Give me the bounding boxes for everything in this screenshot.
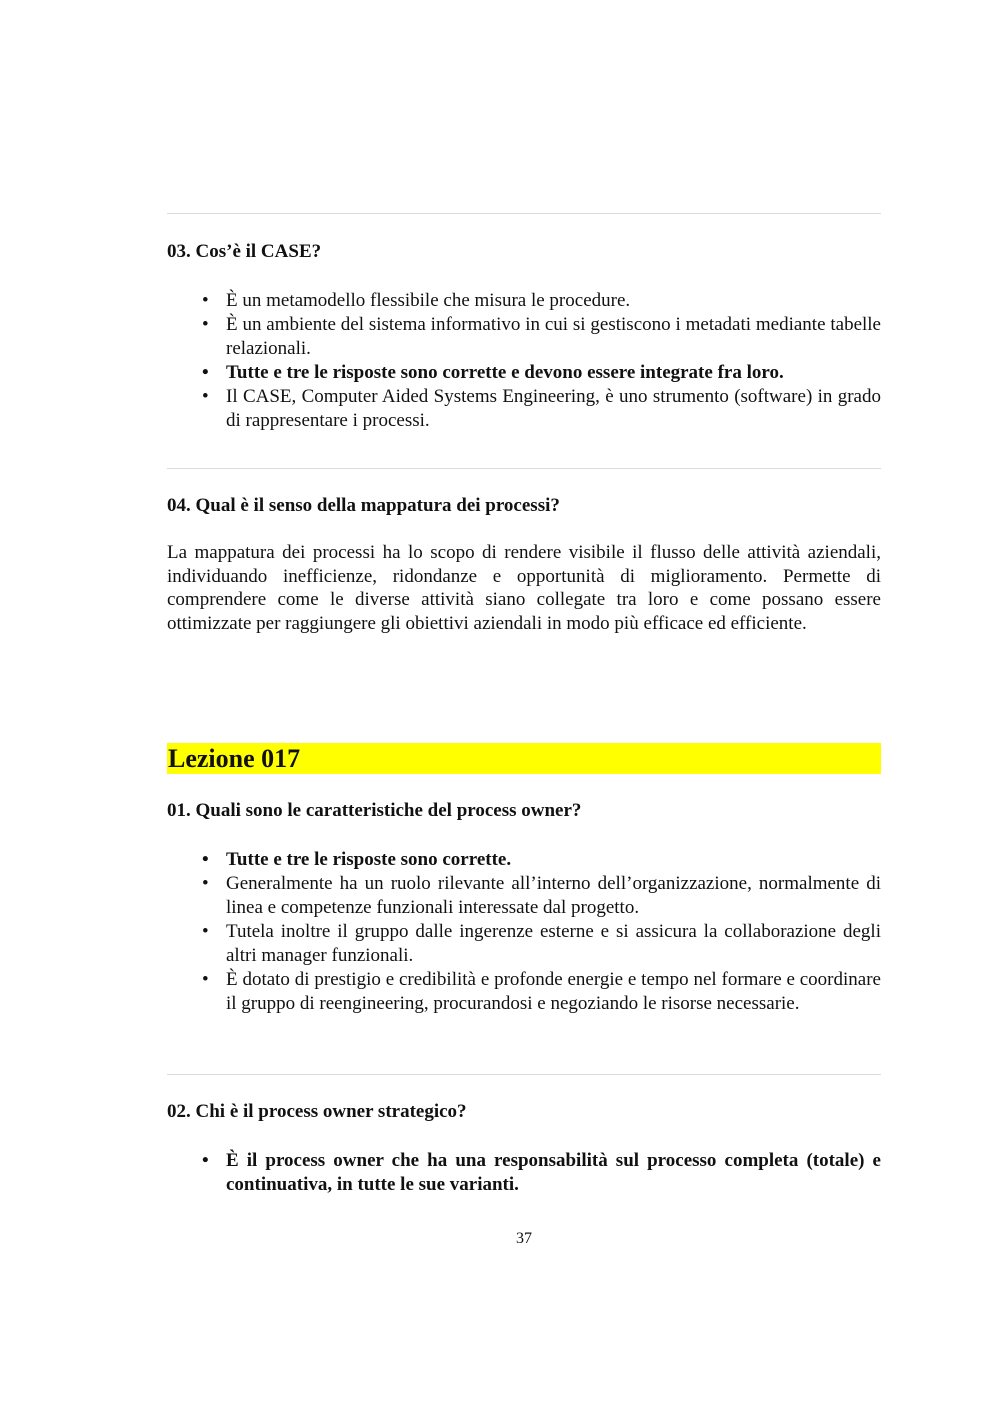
question-title: 02. Chi è il process owner strategico? [167,1101,467,1122]
section-divider [167,468,881,469]
page-number: 37 [516,1230,532,1247]
bullet-icon: • [202,362,209,383]
bullet-icon: • [202,921,209,942]
answer-text: È il process owner che ha una responsabilità sul processo completa (totale) e continuativa, in tutte le sue varianti. [226,1150,881,1195]
answer-text: Tutela inoltre il gruppo dalle ingerenze esterne e si assicura la collaborazione degli altri manager funzionali. [226,921,881,966]
answer-item-correct [167,848,881,872]
answer-item [167,313,881,361]
answer-text: È un metamodello flessibile che misura le procedure. [226,290,631,311]
answer-item [167,385,881,433]
answer-text: Il CASE, Computer Aided Systems Engineering, è uno strumento (software) in grado di rappresentare i processi. [226,386,881,431]
answer-list [167,1149,881,1197]
bullet-icon: • [202,1150,209,1171]
bullet-icon: • [202,386,209,407]
answer-text: Tutte e tre le risposte sono corrette e devono essere integrate fra loro. [226,362,784,383]
answer-list [167,848,881,1016]
section-divider [167,213,881,214]
question-title: 03. Cos’è il CASE? [167,241,322,262]
question-title: 04. Qual è il senso della mappatura dei processi? [167,495,560,516]
answer-item-correct [167,361,881,385]
lesson-title: Lezione 017 [168,744,301,773]
answer-text: Tutte e tre le risposte sono corrette. [226,849,512,870]
answer-item [167,968,881,1016]
answer-item [167,872,881,920]
bullet-icon: • [202,290,209,311]
bullet-icon: • [202,849,209,870]
answer-item-correct [167,1149,881,1197]
answer-text: È dotato di prestigio e credibilità e profonde energie e tempo nel formare e coordinare il gruppo di reengineering, procurandosi e negoziando le risorse necessarie. [226,969,881,1014]
answer-list [167,289,881,433]
answer-item [167,289,881,313]
answer-text: È un ambiente del sistema informativo in cui si gestiscono i metadati mediante tabelle relazionali. [226,314,881,359]
bullet-icon: • [202,873,209,894]
answer-text: Generalmente ha un ruolo rilevante all’interno dell’organizzazione, normalmente di linea e competenze funzionali interessate dal progetto. [226,873,881,918]
lesson-header [167,743,881,774]
bullet-icon: • [202,314,209,335]
answer-paragraph: La mappatura dei processi ha lo scopo di rendere visibile il flusso delle attività aziendali, individuando inefficienze, ridondanze e opportunità di miglioramento. Permette di comprendere come le diverse attività siano collegate tra loro e come possano essere ottimizzate per raggiungere gli obiettivi aziendali in modo più efficace ed efficiente. [167,542,881,634]
answer-item [167,920,881,968]
section-divider [167,1074,881,1075]
bullet-icon: • [202,969,209,990]
question-title: 01. Quali sono le caratteristiche del process owner? [167,800,582,821]
